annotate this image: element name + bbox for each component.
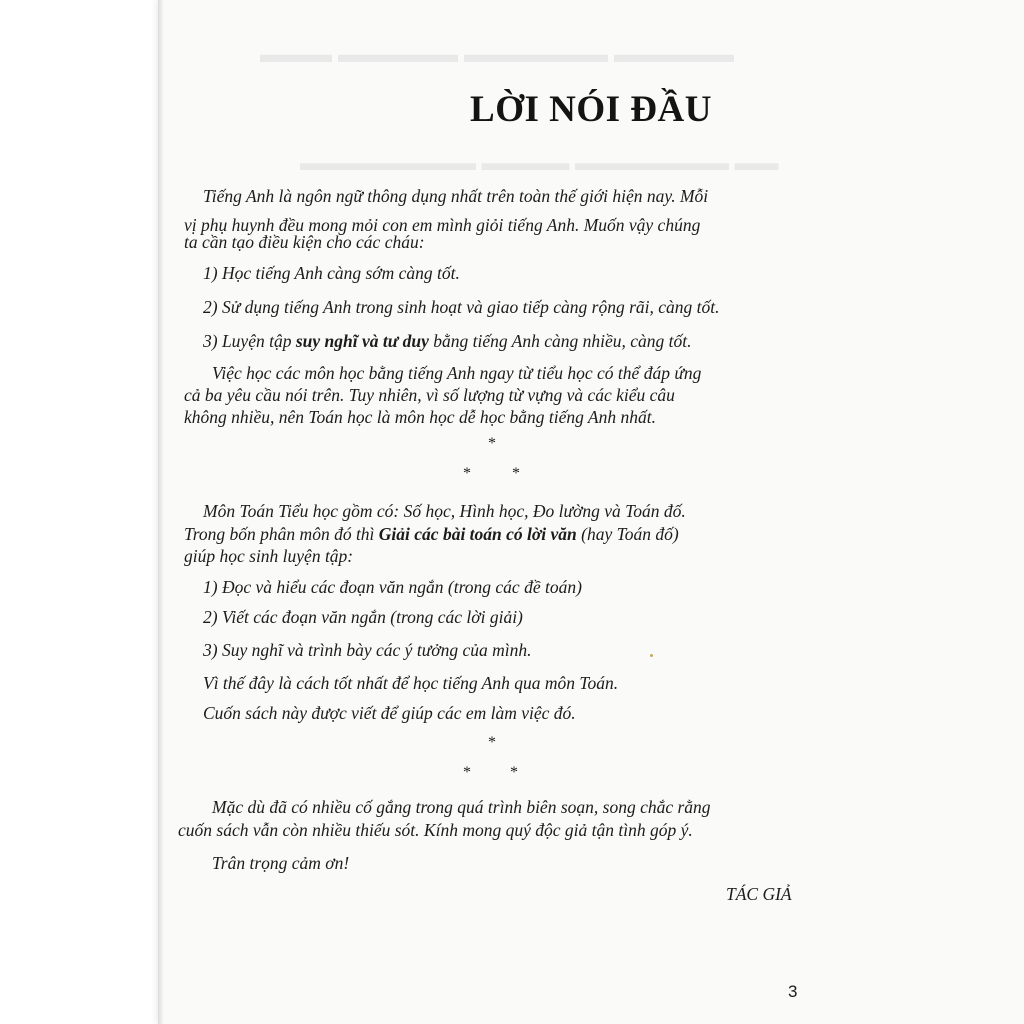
list-item: 1) Học tiếng Anh càng sớm càng tốt. — [203, 263, 460, 283]
body-line: vị phụ huynh đều mong mỏi con em mình giỏi tiếng Anh. Muốn vậy chúng — [184, 215, 701, 235]
list-item: 3) Suy nghĩ và trình bày các ý tưởng của mình. — [203, 640, 532, 660]
page-title: LỜI NÓI ĐẦU — [470, 89, 712, 130]
page-number: 3 — [788, 982, 798, 1001]
emphasis-text: Giải các bài toán có lời văn — [378, 524, 577, 544]
author-signature: TÁC GIẢ — [726, 884, 792, 904]
list-item: 1) Đọc và hiểu các đoạn văn ngắn (trong các đề toán) — [203, 577, 582, 597]
closing-thanks: Trân trọng cảm ơn! — [212, 853, 350, 873]
emphasis-text: suy nghĩ và tư duy — [295, 331, 429, 351]
list-item-text: 3) Luyện tập — [203, 331, 296, 351]
list-item: 2) Sử dụng tiếng Anh trong sinh hoạt và giao tiếp càng rộng rãi, càng tốt. — [203, 297, 720, 317]
list-item — [203, 331, 692, 352]
body-line: Môn Toán Tiểu học gồm có: Số học, Hình học, Đo lường và Toán đố. — [203, 501, 686, 521]
body-line — [184, 232, 425, 253]
body-line: Việc học các môn học bằng tiếng Anh ngay từ tiểu học có thể đáp ứng — [212, 363, 702, 383]
separator-star: * — [463, 764, 471, 781]
page-binding-edge — [158, 0, 164, 1024]
body-line: Tiếng Anh là ngôn ngữ thông dụng nhất trên toàn thế giới hiện nay. Mỗi — [203, 186, 709, 206]
body-line-text: ta cần tạo điều kiện cho các cháu: — [184, 232, 425, 252]
body-line: Cuốn sách này được viết để giúp các em làm việc đó. — [203, 703, 576, 723]
paper-speck — [650, 654, 653, 657]
separator-star: * — [512, 465, 520, 482]
body-line: giúp học sinh luyện tập: — [184, 546, 354, 566]
body-line-text: Trong bốn phân môn đó thì — [184, 524, 379, 544]
body-line: cả ba yêu cầu nói trên. Tuy nhiên, vì số lượng từ vựng và các kiểu câu — [184, 385, 675, 405]
show-through-bleed: ▬▬ ▬▬▬▬▬▬▬ ▬▬▬▬ ▬▬▬▬▬▬▬▬ — [300, 150, 779, 175]
list-item: 2) Viết các đoạn văn ngắn (trong các lời giải) — [203, 607, 523, 627]
body-line — [184, 524, 679, 545]
list-item-text: bằng tiếng Anh càng nhiều, càng tốt. — [428, 331, 692, 351]
separator-star: * — [463, 465, 471, 482]
body-line-text: (hay Toán đố) — [576, 524, 679, 544]
separator-star: * — [488, 734, 496, 751]
body-line: Vì thế đây là cách tốt nhất để học tiếng Anh qua môn Toán. — [203, 673, 619, 693]
body-line: cuốn sách vẫn còn nhiều thiếu sót. Kính mong quý độc giả tận tình góp ý. — [178, 820, 693, 840]
body-line: không nhiều, nên Toán học là môn học dễ học bằng tiếng Anh nhất. — [184, 407, 656, 427]
separator-star: * — [488, 435, 496, 452]
separator-star: * — [510, 764, 518, 781]
body-line: Mặc dù đã có nhiều cố gắng trong quá trình biên soạn, song chắc rằng — [212, 797, 711, 817]
show-through-bleed: ▬▬▬▬▬ ▬▬▬▬▬▬ ▬▬▬▬▬ ▬▬▬ — [260, 42, 734, 68]
